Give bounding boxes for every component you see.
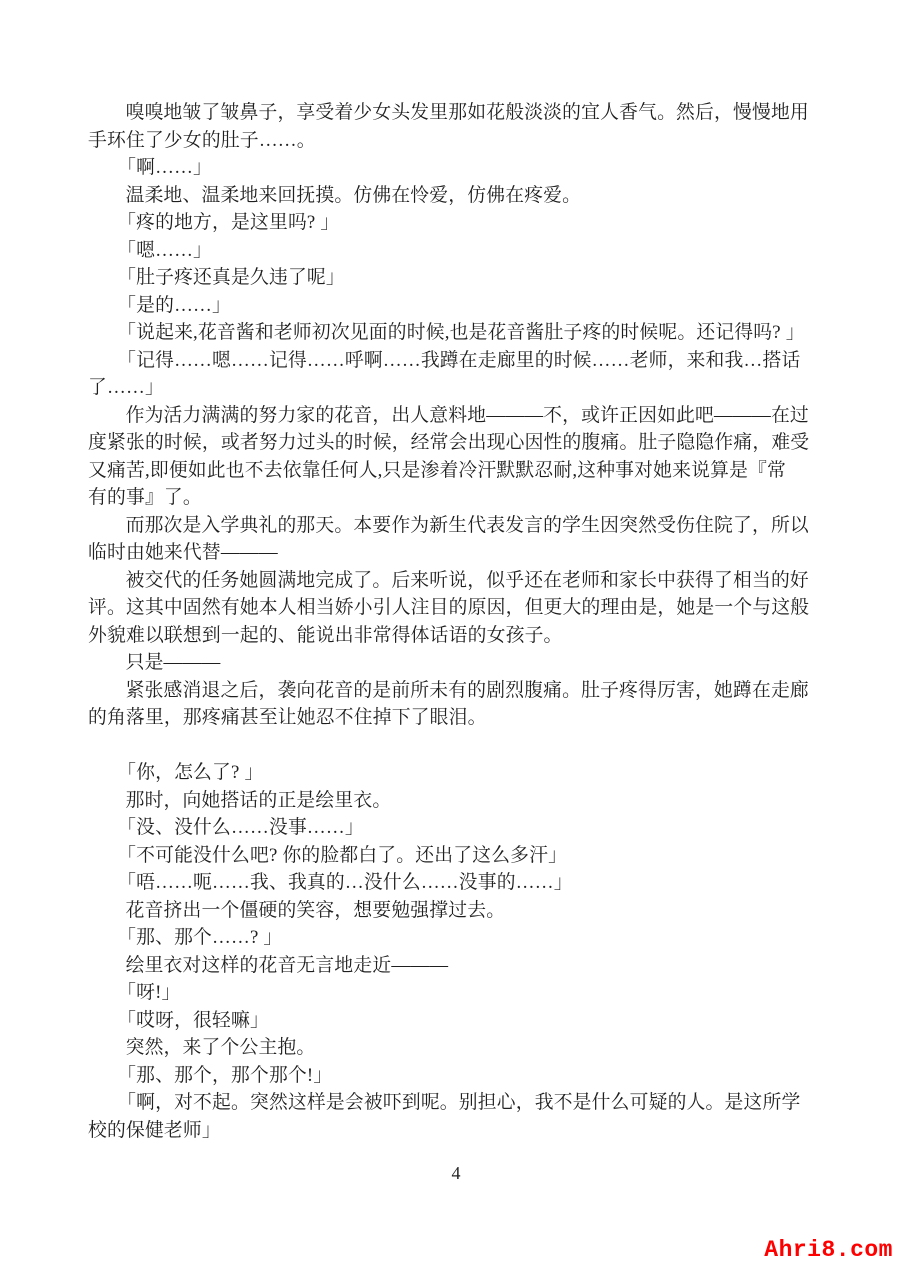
text-line: 又痛苦,即便如此也不去依靠任何人,只是渗着冷汗默默忍耐,这种事对她来说算是『常 [88,459,787,481]
text-line: 温柔地、温柔地来回抚摸。仿佛在怜爱，仿佛在疼爱。 [125,184,582,206]
text-line: 度紧张的时候，或者努力过头的时候，经常会出现心因性的腹痛。肚子隐隐作痛，难受 [88,432,810,453]
text-line: 「肚子疼还真是久违了呢」 [117,267,345,288]
text-line: 有的事』了。 [88,487,202,508]
text-line: 「啊……」 [117,157,213,178]
blank-line [88,732,824,760]
text-line: 「哎呀，很轻嘛」 [117,1009,269,1031]
body-text [88,99,824,1144]
watermark: Ahri8.com [764,1237,893,1263]
text-line: 手环住了少女的肚子……。 [88,129,316,151]
text-line: 「没、没什么……没事……」 [117,817,364,838]
text-line: 被交代的任务她圆满地完成了。后来听说，似乎还在老师和家长中获得了相当的好 [125,569,809,591]
text-line: 「那、那个……? 」 [117,927,283,948]
text-line: 嗅嗅地皱了皱鼻子，享受着少女头发里那如花般淡淡的宜人香气。然后，慢慢地用 [125,102,809,123]
text-line: 「不可能没什么吧? 你的脸都白了。还出了这么多汗」 [117,844,568,866]
text-line: 只是——— [125,652,221,673]
text-line: 「说起来,花音酱和老师初次见面的时候,也是花音酱肚子疼的时候呢。还记得吗? 」 [117,322,805,343]
page-number: 4 [451,1163,461,1183]
text-line: 「呀!」 [117,982,181,1003]
text-line: 「你，怎么了? 」 [117,762,264,783]
text-line: 绘里衣对这样的花音无言地走近——— [125,954,449,976]
text-line: 花音挤出一个僵硬的笑容，想要勉强撑过去。 [125,899,506,921]
text-line: 了……」 [88,377,164,398]
text-line: 的角落里，那疼痛甚至让她忍不住掉下了眼泪。 [88,707,487,728]
text-line: 「是的……」 [117,294,232,316]
text-line: 「那、那个，那个那个!」 [117,1064,333,1086]
text-line: 紧张感消退之后，袭向花音的是前所未有的剧烈腹痛。肚子疼得厉害，她蹲在走廊 [125,679,809,701]
text-line: 「疼的地方，是这里吗? 」 [117,212,340,233]
text-line: 「记得……嗯……记得……呼啊……我蹲在走廊里的时候……老师，来和我…搭话 [117,349,801,371]
text-line: 「嗯……」 [117,239,213,261]
text-line: 那时，向她搭话的正是绘里衣。 [125,789,392,811]
text-line: 「唔……呃……我、我真的…没什么……没事的……」 [117,872,573,893]
text-line: 临时由她来代替——— [88,542,278,563]
text-line: 外貌难以联想到一起的、能说出非常得体话语的女孩子。 [88,624,563,646]
text-line: 而那次是入学典礼的那天。本要作为新生代表发言的学生因突然受伤住院了，所以 [125,514,809,536]
text-line: 作为活力满满的努力家的花音，出人意料地———不，或许正因如此吧———在过 [125,404,809,426]
text-line: 「啊，对不起。突然这样是会被吓到呢。别担心，我不是什么可疑的人。是这所学 [117,1092,801,1113]
text-line: 评。这其中固然有她本人相当娇小引人注目的原因，但更大的理由是，她是一个与这般 [88,597,810,618]
text-line: 校的保健老师」 [88,1119,221,1141]
text-line: 突然，来了个公主抱。 [125,1037,316,1058]
